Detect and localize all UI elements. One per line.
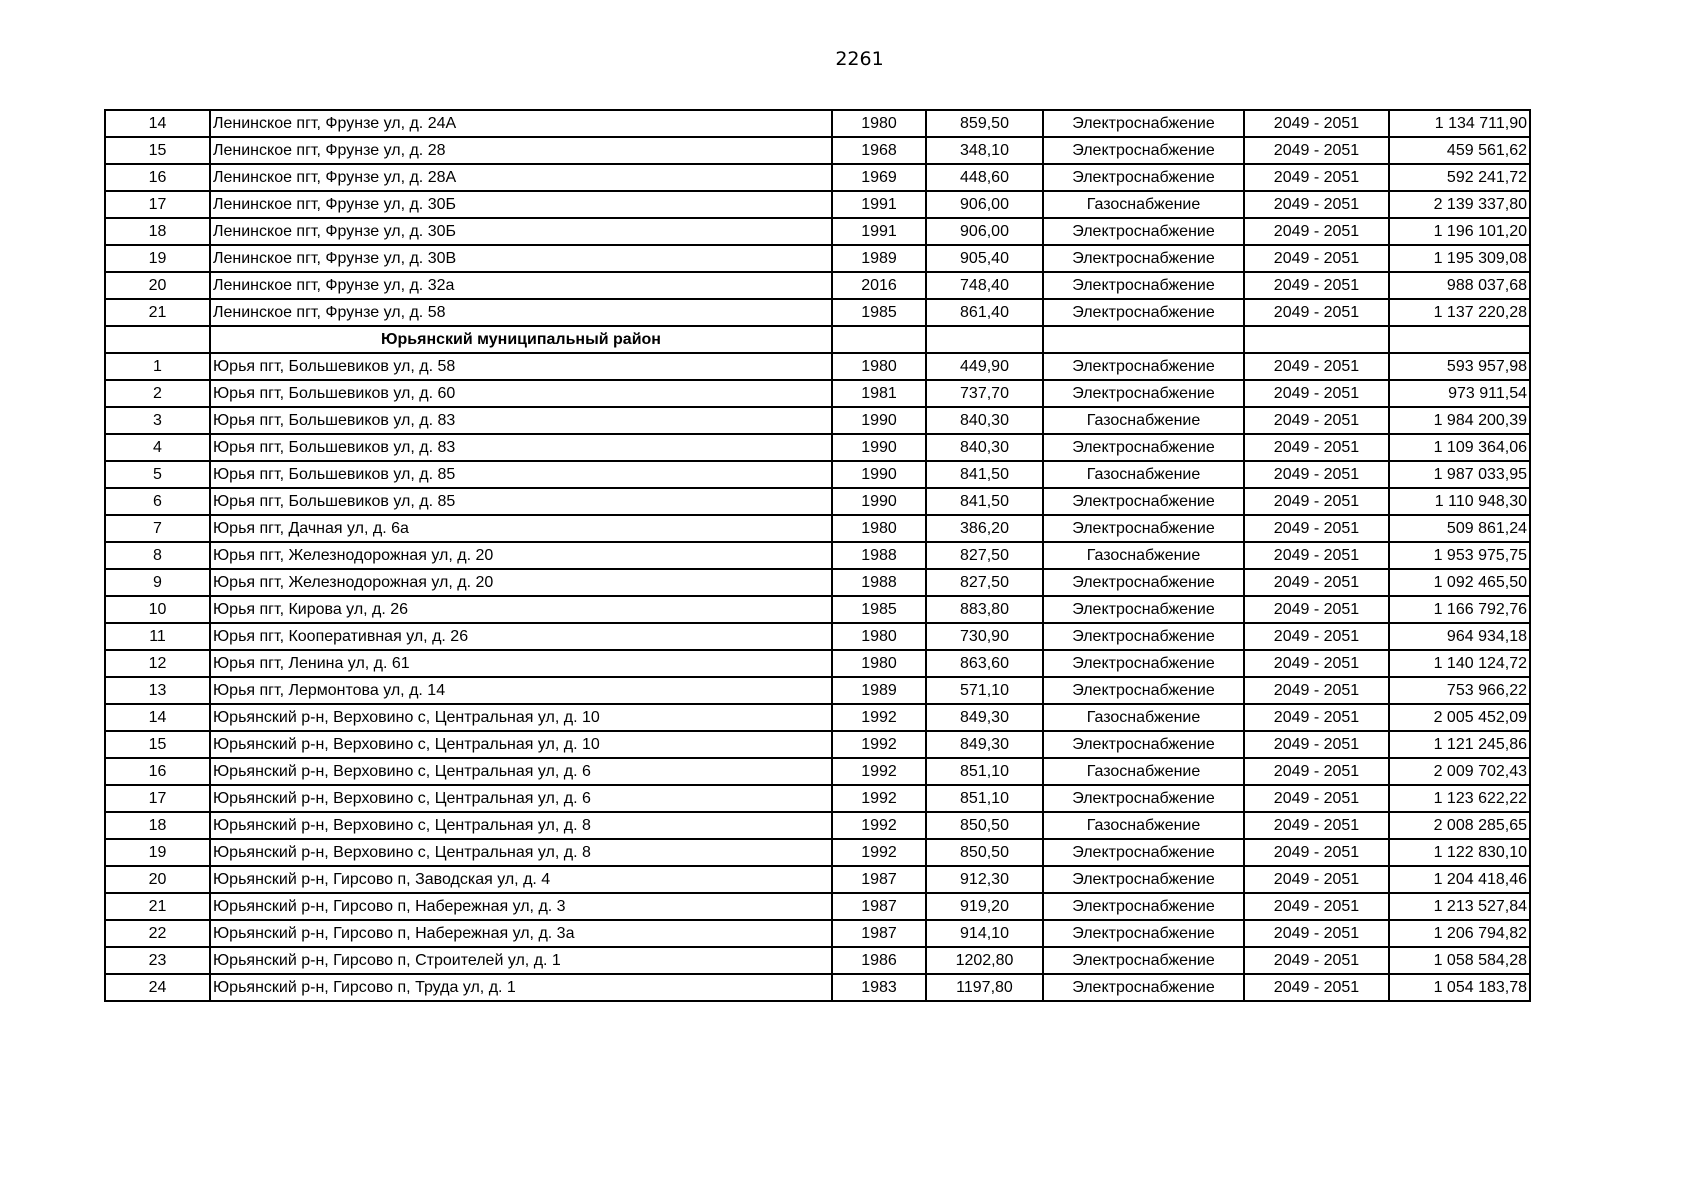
address-cell: Юрья пгт, Ленина ул, д. 61 <box>210 650 832 677</box>
address-cell: Юрья пгт, Большевиков ул, д. 83 <box>210 407 832 434</box>
row-number: 18 <box>105 812 210 839</box>
period-cell: 2049 - 2051 <box>1244 191 1389 218</box>
service-type-cell <box>1043 326 1244 353</box>
year-cell: 1992 <box>832 704 926 731</box>
cost-cell <box>1389 326 1530 353</box>
service-type-cell: Электроснабжение <box>1043 245 1244 272</box>
cost-cell: 2 139 337,80 <box>1389 191 1530 218</box>
period-cell: 2049 - 2051 <box>1244 569 1389 596</box>
period-cell: 2049 - 2051 <box>1244 596 1389 623</box>
year-cell: 1992 <box>832 812 926 839</box>
address-cell: Юрья пгт, Большевиков ул, д. 85 <box>210 461 832 488</box>
address-cell: Юрьянский р-н, Верховино с, Центральная ул, д. 10 <box>210 704 832 731</box>
year-cell: 1987 <box>832 866 926 893</box>
cost-cell: 1 206 794,82 <box>1389 920 1530 947</box>
year-cell <box>832 326 926 353</box>
cost-cell: 1 196 101,20 <box>1389 218 1530 245</box>
address-cell: Юрьянский р-н, Верховино с, Центральная ул, д. 6 <box>210 758 832 785</box>
row-number: 17 <box>105 191 210 218</box>
cost-cell: 2 009 702,43 <box>1389 758 1530 785</box>
area-cell: 448,60 <box>926 164 1043 191</box>
service-type-cell: Газоснабжение <box>1043 461 1244 488</box>
period-cell: 2049 - 2051 <box>1244 245 1389 272</box>
address-cell: Юрья пгт, Кирова ул, д. 26 <box>210 596 832 623</box>
cost-cell: 1 054 183,78 <box>1389 974 1530 1001</box>
service-type-cell: Электроснабжение <box>1043 623 1244 650</box>
address-cell: Ленинское пгт, Фрунзе ул, д. 24А <box>210 110 832 137</box>
row-number: 4 <box>105 434 210 461</box>
cost-cell: 1 122 830,10 <box>1389 839 1530 866</box>
table-row <box>105 758 1530 785</box>
area-cell: 827,50 <box>926 569 1043 596</box>
row-number: 3 <box>105 407 210 434</box>
year-cell: 1991 <box>832 191 926 218</box>
cost-cell: 1 134 711,90 <box>1389 110 1530 137</box>
page-number: 2261 <box>835 48 884 70</box>
area-cell: 1197,80 <box>926 974 1043 1001</box>
period-cell <box>1244 326 1389 353</box>
service-type-cell: Электроснабжение <box>1043 164 1244 191</box>
service-type-cell: Электроснабжение <box>1043 866 1244 893</box>
address-cell: Юрья пгт, Большевиков ул, д. 85 <box>210 488 832 515</box>
year-cell: 1985 <box>832 299 926 326</box>
service-type-cell: Газоснабжение <box>1043 758 1244 785</box>
row-number: 24 <box>105 974 210 1001</box>
period-cell: 2049 - 2051 <box>1244 758 1389 785</box>
row-number: 20 <box>105 272 210 299</box>
period-cell: 2049 - 2051 <box>1244 893 1389 920</box>
area-cell: 1202,80 <box>926 947 1043 974</box>
area-cell: 386,20 <box>926 515 1043 542</box>
service-type-cell: Электроснабжение <box>1043 488 1244 515</box>
period-cell: 2049 - 2051 <box>1244 704 1389 731</box>
service-type-cell: Электроснабжение <box>1043 920 1244 947</box>
period-cell: 2049 - 2051 <box>1244 947 1389 974</box>
cost-cell: 1 195 309,08 <box>1389 245 1530 272</box>
row-number: 5 <box>105 461 210 488</box>
row-number: 16 <box>105 164 210 191</box>
service-type-cell: Электроснабжение <box>1043 974 1244 1001</box>
address-cell: Юрья пгт, Большевиков ул, д. 60 <box>210 380 832 407</box>
row-number: 18 <box>105 218 210 245</box>
service-type-cell: Электроснабжение <box>1043 785 1244 812</box>
row-number: 21 <box>105 299 210 326</box>
cost-cell: 2 005 452,09 <box>1389 704 1530 731</box>
area-cell: 840,30 <box>926 407 1043 434</box>
service-type-cell: Электроснабжение <box>1043 218 1244 245</box>
table-row <box>105 299 1530 326</box>
table-row <box>105 191 1530 218</box>
period-cell: 2049 - 2051 <box>1244 353 1389 380</box>
service-type-cell: Газоснабжение <box>1043 407 1244 434</box>
service-type-cell: Электроснабжение <box>1043 110 1244 137</box>
period-cell: 2049 - 2051 <box>1244 380 1389 407</box>
area-cell: 840,30 <box>926 434 1043 461</box>
year-cell: 1987 <box>832 920 926 947</box>
row-number <box>105 326 210 353</box>
year-cell: 1983 <box>832 974 926 1001</box>
year-cell: 1987 <box>832 893 926 920</box>
table-row <box>105 623 1530 650</box>
area-cell: 905,40 <box>926 245 1043 272</box>
year-cell: 1989 <box>832 677 926 704</box>
address-cell: Ленинское пгт, Фрунзе ул, д. 30В <box>210 245 832 272</box>
area-cell: 914,10 <box>926 920 1043 947</box>
area-cell: 827,50 <box>926 542 1043 569</box>
period-cell: 2049 - 2051 <box>1244 110 1389 137</box>
service-type-cell: Электроснабжение <box>1043 272 1244 299</box>
address-cell: Юрья пгт, Кооперативная ул, д. 26 <box>210 623 832 650</box>
period-cell: 2049 - 2051 <box>1244 731 1389 758</box>
table-row <box>105 785 1530 812</box>
section-title: Юрьянский муниципальный район <box>210 326 832 353</box>
period-cell: 2049 - 2051 <box>1244 461 1389 488</box>
area-cell: 912,30 <box>926 866 1043 893</box>
period-cell: 2049 - 2051 <box>1244 272 1389 299</box>
cost-cell: 753 966,22 <box>1389 677 1530 704</box>
cost-cell: 988 037,68 <box>1389 272 1530 299</box>
address-cell: Ленинское пгт, Фрунзе ул, д. 58 <box>210 299 832 326</box>
cost-cell: 1 110 948,30 <box>1389 488 1530 515</box>
address-cell: Ленинское пгт, Фрунзе ул, д. 32а <box>210 272 832 299</box>
service-type-cell: Газоснабжение <box>1043 812 1244 839</box>
table-row <box>105 164 1530 191</box>
table-row <box>105 110 1530 137</box>
area-cell: 841,50 <box>926 461 1043 488</box>
period-cell: 2049 - 2051 <box>1244 920 1389 947</box>
area-cell: 449,90 <box>926 353 1043 380</box>
area-cell: 883,80 <box>926 596 1043 623</box>
area-cell: 919,20 <box>926 893 1043 920</box>
address-cell: Юрья пгт, Лермонтова ул, д. 14 <box>210 677 832 704</box>
cost-cell: 1 137 220,28 <box>1389 299 1530 326</box>
row-number: 10 <box>105 596 210 623</box>
address-cell: Юрьянский р-н, Гирсово п, Труда ул, д. 1 <box>210 974 832 1001</box>
row-number: 21 <box>105 893 210 920</box>
area-cell: 863,60 <box>926 650 1043 677</box>
address-cell: Ленинское пгт, Фрунзе ул, д. 30Б <box>210 191 832 218</box>
cost-cell: 1 092 465,50 <box>1389 569 1530 596</box>
cost-cell: 1 121 245,86 <box>1389 731 1530 758</box>
row-number: 15 <box>105 137 210 164</box>
area-cell: 849,30 <box>926 704 1043 731</box>
area-cell: 748,40 <box>926 272 1043 299</box>
period-cell: 2049 - 2051 <box>1244 218 1389 245</box>
service-type-cell: Электроснабжение <box>1043 839 1244 866</box>
year-cell: 1980 <box>832 650 926 677</box>
cost-cell: 1 058 584,28 <box>1389 947 1530 974</box>
address-cell: Юрья пгт, Большевиков ул, д. 58 <box>210 353 832 380</box>
table-row <box>105 272 1530 299</box>
year-cell: 1980 <box>832 353 926 380</box>
row-number: 2 <box>105 380 210 407</box>
year-cell: 1981 <box>832 380 926 407</box>
year-cell: 1990 <box>832 407 926 434</box>
service-type-cell: Электроснабжение <box>1043 596 1244 623</box>
area-cell: 859,50 <box>926 110 1043 137</box>
cost-cell: 1 953 975,75 <box>1389 542 1530 569</box>
area-cell: 841,50 <box>926 488 1043 515</box>
period-cell: 2049 - 2051 <box>1244 434 1389 461</box>
table-row <box>105 137 1530 164</box>
year-cell: 1992 <box>832 758 926 785</box>
period-cell: 2049 - 2051 <box>1244 866 1389 893</box>
service-type-cell: Электроснабжение <box>1043 893 1244 920</box>
area-cell: 906,00 <box>926 218 1043 245</box>
year-cell: 1992 <box>832 785 926 812</box>
service-type-cell: Газоснабжение <box>1043 704 1244 731</box>
cost-cell: 1 213 527,84 <box>1389 893 1530 920</box>
table-row <box>105 731 1530 758</box>
period-cell: 2049 - 2051 <box>1244 488 1389 515</box>
row-number: 19 <box>105 839 210 866</box>
table-row <box>105 596 1530 623</box>
row-number: 13 <box>105 677 210 704</box>
period-cell: 2049 - 2051 <box>1244 785 1389 812</box>
address-cell: Юрьянский р-н, Гирсово п, Строителей ул, д. 1 <box>210 947 832 974</box>
address-cell: Ленинское пгт, Фрунзе ул, д. 28 <box>210 137 832 164</box>
row-number: 14 <box>105 704 210 731</box>
service-type-cell: Газоснабжение <box>1043 191 1244 218</box>
year-cell: 1992 <box>832 839 926 866</box>
address-cell: Юрьянский р-н, Верховино с, Центральная ул, д. 10 <box>210 731 832 758</box>
table-row <box>105 920 1530 947</box>
row-number: 1 <box>105 353 210 380</box>
table-row <box>105 407 1530 434</box>
row-number: 11 <box>105 623 210 650</box>
year-cell: 1990 <box>832 434 926 461</box>
year-cell: 1990 <box>832 488 926 515</box>
row-number: 15 <box>105 731 210 758</box>
year-cell: 1986 <box>832 947 926 974</box>
table-row <box>105 488 1530 515</box>
area-cell: 906,00 <box>926 191 1043 218</box>
address-cell: Юрьянский р-н, Гирсово п, Набережная ул, д. 3а <box>210 920 832 947</box>
table-row <box>105 893 1530 920</box>
year-cell: 1980 <box>832 515 926 542</box>
year-cell: 1989 <box>832 245 926 272</box>
service-type-cell: Газоснабжение <box>1043 542 1244 569</box>
cost-cell: 1 204 418,46 <box>1389 866 1530 893</box>
year-cell: 1968 <box>832 137 926 164</box>
table-row <box>105 650 1530 677</box>
cost-cell: 592 241,72 <box>1389 164 1530 191</box>
service-type-cell: Электроснабжение <box>1043 677 1244 704</box>
row-number: 19 <box>105 245 210 272</box>
area-cell: 851,10 <box>926 785 1043 812</box>
year-cell: 2016 <box>832 272 926 299</box>
table-row <box>105 542 1530 569</box>
period-cell: 2049 - 2051 <box>1244 299 1389 326</box>
row-number: 20 <box>105 866 210 893</box>
address-cell: Юрьянский р-н, Верховино с, Центральная ул, д. 8 <box>210 839 832 866</box>
service-type-cell: Электроснабжение <box>1043 650 1244 677</box>
service-type-cell: Электроснабжение <box>1043 731 1244 758</box>
period-cell: 2049 - 2051 <box>1244 623 1389 650</box>
year-cell: 1985 <box>832 596 926 623</box>
table-row <box>105 380 1530 407</box>
period-cell: 2049 - 2051 <box>1244 407 1389 434</box>
cost-cell: 1 984 200,39 <box>1389 407 1530 434</box>
row-number: 7 <box>105 515 210 542</box>
registry-body <box>105 110 1530 1001</box>
address-cell: Юрьянский р-н, Гирсово п, Набережная ул, д. 3 <box>210 893 832 920</box>
period-cell: 2049 - 2051 <box>1244 974 1389 1001</box>
row-number: 17 <box>105 785 210 812</box>
address-cell: Юрьянский р-н, Гирсово п, Заводская ул, д. 4 <box>210 866 832 893</box>
area-cell: 861,40 <box>926 299 1043 326</box>
cost-cell: 964 934,18 <box>1389 623 1530 650</box>
service-type-cell: Электроснабжение <box>1043 353 1244 380</box>
address-cell: Ленинское пгт, Фрунзе ул, д. 28А <box>210 164 832 191</box>
table-row <box>105 974 1530 1001</box>
year-cell: 1991 <box>832 218 926 245</box>
area-cell: 850,50 <box>926 812 1043 839</box>
service-type-cell: Электроснабжение <box>1043 515 1244 542</box>
table-row <box>105 461 1530 488</box>
section-header-row <box>105 326 1530 353</box>
service-type-cell: Электроснабжение <box>1043 569 1244 596</box>
cost-cell: 2 008 285,65 <box>1389 812 1530 839</box>
table-row <box>105 353 1530 380</box>
service-type-cell: Электроснабжение <box>1043 380 1244 407</box>
table-row <box>105 839 1530 866</box>
row-number: 14 <box>105 110 210 137</box>
period-cell: 2049 - 2051 <box>1244 515 1389 542</box>
cost-cell: 1 166 792,76 <box>1389 596 1530 623</box>
cost-cell: 593 957,98 <box>1389 353 1530 380</box>
period-cell: 2049 - 2051 <box>1244 542 1389 569</box>
address-cell: Юрья пгт, Железнодорожная ул, д. 20 <box>210 542 832 569</box>
year-cell: 1980 <box>832 623 926 650</box>
row-number: 16 <box>105 758 210 785</box>
table-row <box>105 434 1530 461</box>
year-cell: 1988 <box>832 569 926 596</box>
address-cell: Юрья пгт, Дачная ул, д. 6а <box>210 515 832 542</box>
row-number: 9 <box>105 569 210 596</box>
year-cell: 1988 <box>832 542 926 569</box>
period-cell: 2049 - 2051 <box>1244 677 1389 704</box>
table-row <box>105 812 1530 839</box>
row-number: 22 <box>105 920 210 947</box>
row-number: 8 <box>105 542 210 569</box>
period-cell: 2049 - 2051 <box>1244 650 1389 677</box>
table-row <box>105 947 1530 974</box>
area-cell: 851,10 <box>926 758 1043 785</box>
area-cell <box>926 326 1043 353</box>
table-row <box>105 218 1530 245</box>
period-cell: 2049 - 2051 <box>1244 137 1389 164</box>
address-cell: Юрьянский р-н, Верховино с, Центральная ул, д. 8 <box>210 812 832 839</box>
address-cell: Юрья пгт, Большевиков ул, д. 83 <box>210 434 832 461</box>
year-cell: 1969 <box>832 164 926 191</box>
service-type-cell: Электроснабжение <box>1043 299 1244 326</box>
area-cell: 850,50 <box>926 839 1043 866</box>
table-row <box>105 515 1530 542</box>
area-cell: 849,30 <box>926 731 1043 758</box>
table-row <box>105 704 1530 731</box>
row-number: 12 <box>105 650 210 677</box>
period-cell: 2049 - 2051 <box>1244 839 1389 866</box>
table-row <box>105 569 1530 596</box>
service-type-cell: Электроснабжение <box>1043 434 1244 461</box>
area-cell: 730,90 <box>926 623 1043 650</box>
row-number: 6 <box>105 488 210 515</box>
year-cell: 1980 <box>832 110 926 137</box>
service-type-cell: Электроснабжение <box>1043 137 1244 164</box>
service-type-cell: Электроснабжение <box>1043 947 1244 974</box>
registry-table <box>104 109 1531 1002</box>
cost-cell: 1 123 622,22 <box>1389 785 1530 812</box>
row-number: 23 <box>105 947 210 974</box>
cost-cell: 1 987 033,95 <box>1389 461 1530 488</box>
table-row <box>105 677 1530 704</box>
year-cell: 1990 <box>832 461 926 488</box>
address-cell: Юрьянский р-н, Верховино с, Центральная ул, д. 6 <box>210 785 832 812</box>
cost-cell: 1 140 124,72 <box>1389 650 1530 677</box>
cost-cell: 1 109 364,06 <box>1389 434 1530 461</box>
address-cell: Ленинское пгт, Фрунзе ул, д. 30Б <box>210 218 832 245</box>
cost-cell: 459 561,62 <box>1389 137 1530 164</box>
cost-cell: 973 911,54 <box>1389 380 1530 407</box>
cost-cell: 509 861,24 <box>1389 515 1530 542</box>
table-row <box>105 245 1530 272</box>
area-cell: 571,10 <box>926 677 1043 704</box>
address-cell: Юрья пгт, Железнодорожная ул, д. 20 <box>210 569 832 596</box>
area-cell: 348,10 <box>926 137 1043 164</box>
table-row <box>105 866 1530 893</box>
period-cell: 2049 - 2051 <box>1244 164 1389 191</box>
period-cell: 2049 - 2051 <box>1244 812 1389 839</box>
year-cell: 1992 <box>832 731 926 758</box>
area-cell: 737,70 <box>926 380 1043 407</box>
